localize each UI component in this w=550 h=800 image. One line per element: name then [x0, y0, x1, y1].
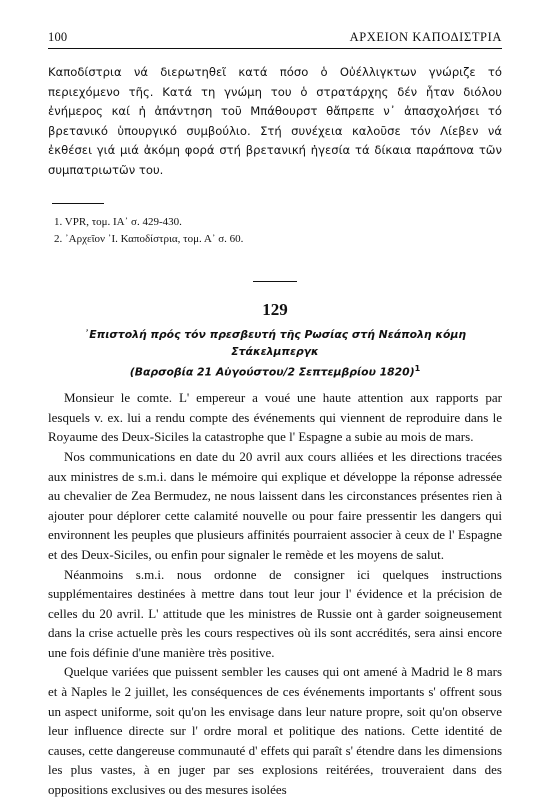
body-paragraph-1: Monsieur le comte. L' empereur a voué une haute attention aux rapports par lesquels v. ex. lui a rendu compte des événements qui viennent de reproduire dans le Royaume des Deux-Siciles la catastrophe que l' Espagne a subie au mois de mars. [48, 390, 502, 445]
greek-paragraph-block [48, 63, 502, 181]
letter-body [48, 388, 502, 799]
document-title [48, 326, 502, 381]
page-number: 100 [48, 30, 68, 44]
running-title: ΑΡΧΕΙΟΝ ΚΑΠΟΔΙΣΤΡΙΑ [349, 30, 502, 44]
body-paragraph-2: Nos communications en date du 20 avril aux cours alliées et les directions tracées aux ministres de s.m.i. dans le mémoire qui explique et développe la réponse adressée au chevalier de Zea Bermudez, ne nous laissent dans les circonstances présentes rien à ajouter pour déplorer cette calamité nouvelle ou pour faire pressentir les dangers qui environnent les peuples que plusieurs affinités pourraient associer à ceux de l' Espagne et des Deux-Siciles, ou enfin pour signaler le remède et les moyens de salut. [48, 448, 502, 562]
page [48, 30, 502, 800]
section-divider [253, 281, 297, 282]
footnote-2: 2. ᾽Αρχεῖον ᾽Ι. Καποδίστρια, τομ. Α᾽ σ. 60. [54, 232, 244, 245]
title-footnote-marker: 1 [414, 363, 421, 373]
document-title-line-2 [48, 360, 502, 381]
body-paragraph-3: Néanmoins s.m.i. nous ordonne de consigner ici quelques instructions supplémentaires destinées à mettre dans tout leur jour l' évidence et la précision de celles du 20 avril. L' attitude que les ministres de Russie ont à garder soigneusement dans la crise actuelle près les cours respectives où ils sont accrédités, sera ainsi encore une fois définie d'une manière très positive. [48, 566, 502, 660]
footnote-divider [52, 203, 104, 204]
footnotes-list [48, 214, 502, 248]
document-date: (Βαρσοβία 21 Αὐγούστου/2 Σεπτεμβρίου 1820) [129, 365, 415, 379]
document-number: 129 [262, 299, 288, 319]
document-title-line-1: ᾽Επιστολή πρός τόν πρεσβευτή τῆς Ρωσίας στή Νεάπολη κόμη Στάκελμπεργκ [83, 327, 467, 358]
body-paragraph-4: Quelque variées que puissent sembler les causes qui ont amené à Madrid le 8 mars et à Naples le 2 juillet, les conséquences de ces événements importants s' offrent sous un aspect uniforme, soit qu'on les envisage dans leur nature propre, soit qu'on observe leur influence directe sur l' ordre moral et politique des nations. Cette identité de causes, cette dangereuse communauté d' effets qui paraît s' étendre dans les dimensions les plus vastes, à en juger par ses explosions reitérées, trouveraient dans des oppositions exclusives ou des mesures isolées [48, 664, 502, 798]
footnote-1: 1. VPR, τομ. ΙΑ᾽ σ. 429-430. [54, 215, 182, 228]
greek-paragraph: Καποδίστρια νά διερωτηθεῖ κατά πόσο ὁ Οὐέλλιγκτων γνώριζε τό περιεχόμενο τῆς. Κατά τη γνώμη του ὁ στρατάρχης δέν ἦταν διόλου ἐνήμερος καί ἡ ἀπάντηση τοῦ Μπάθουρστ θἄπρεπε ν᾽ ἀπασχολήσει τό βρετανικό ὑπουργικό συμβούλιο. Στή συνέχεια καλοῦσε τόν Λίεβεν νά ἐκθέσει γιά μιά ἀκόμη φορά στή βρετανική ἡγεσία τά δίκαια παράπονα τῶν συμπατριωτῶν του. [48, 65, 502, 177]
running-header [48, 30, 502, 49]
